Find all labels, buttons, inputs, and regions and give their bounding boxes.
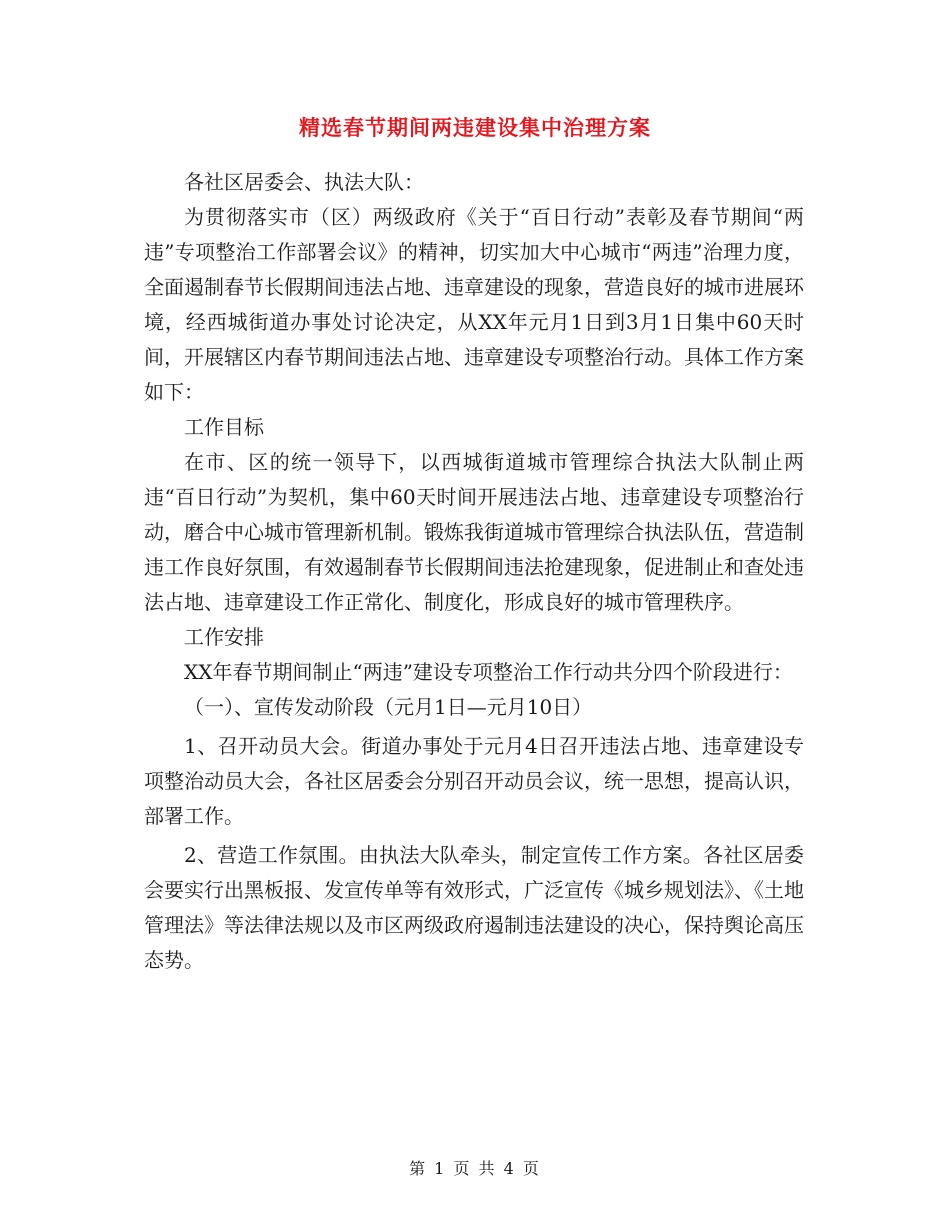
page-footer: 第 1 页 共 4 页	[409, 1159, 541, 1178]
phase-one-heading: （一）、宣传发动阶段（元月1日—元月10日）	[184, 695, 593, 719]
section-heading-goals: 工作目标	[184, 415, 264, 439]
document-body	[144, 165, 804, 978]
phase-one-item-1: 1、召开动员大会。街道办事处于元月4日召开违法占地、违章建设专项整治动员大会，各社区居委会分别召开动员会议，统一思想，提高认识，部署工作。	[144, 734, 804, 828]
salutation: 各社区居委会、执法大队：	[184, 170, 424, 194]
arrangement-paragraph: XX年春节期间制止“两违”建设专项整治工作行动共分四个阶段进行：	[184, 660, 793, 684]
phase-one-item-2: 2、营造工作氛围。由执法大队牵头，制定宣传工作方案。各社区居委会要实行出黑板报、发宣传单等有效形式，广泛宣传《城乡规划法》、《土地管理法》等法律法规以及市区两级政府遏制违法建设的决心，保持舆论高压态势。	[144, 843, 804, 972]
section-heading-arrangement: 工作安排	[184, 625, 264, 649]
intro-paragraph: 为贯彻落实市（区）两级政府《关于“百日行动”表彰及春节期间“两违”专项整治工作部署会议》的精神，切实加大中心城市“两违”治理力度，全面遏制春节长假期间违法占地、违章建设的现象，营造良好的城市进展环境，经西城街道办事处讨论决定，从XX年元月1日到3月1日集中60天时间，开展辖区内春节期间违法占地、违章建设专项整治行动。具体工作方案如下：	[144, 205, 804, 404]
goals-paragraph: 在市、区的统一领导下，以西城街道城市管理综合执法大队制止两违“百日行动”为契机，集中60天时间开展违法占地、违章建设专项整治行动，磨合中心城市管理新机制。锻炼我街道城市管理综合执法队伍，营造制违工作良好氛围，有效遏制春节长假期间违法抢建现象，促进制止和查处违法占地、违章建设工作正常化、制度化，形成良好的城市管理秩序。	[144, 450, 804, 614]
document-title: 精选春节期间两违建设集中治理方案	[299, 115, 651, 140]
